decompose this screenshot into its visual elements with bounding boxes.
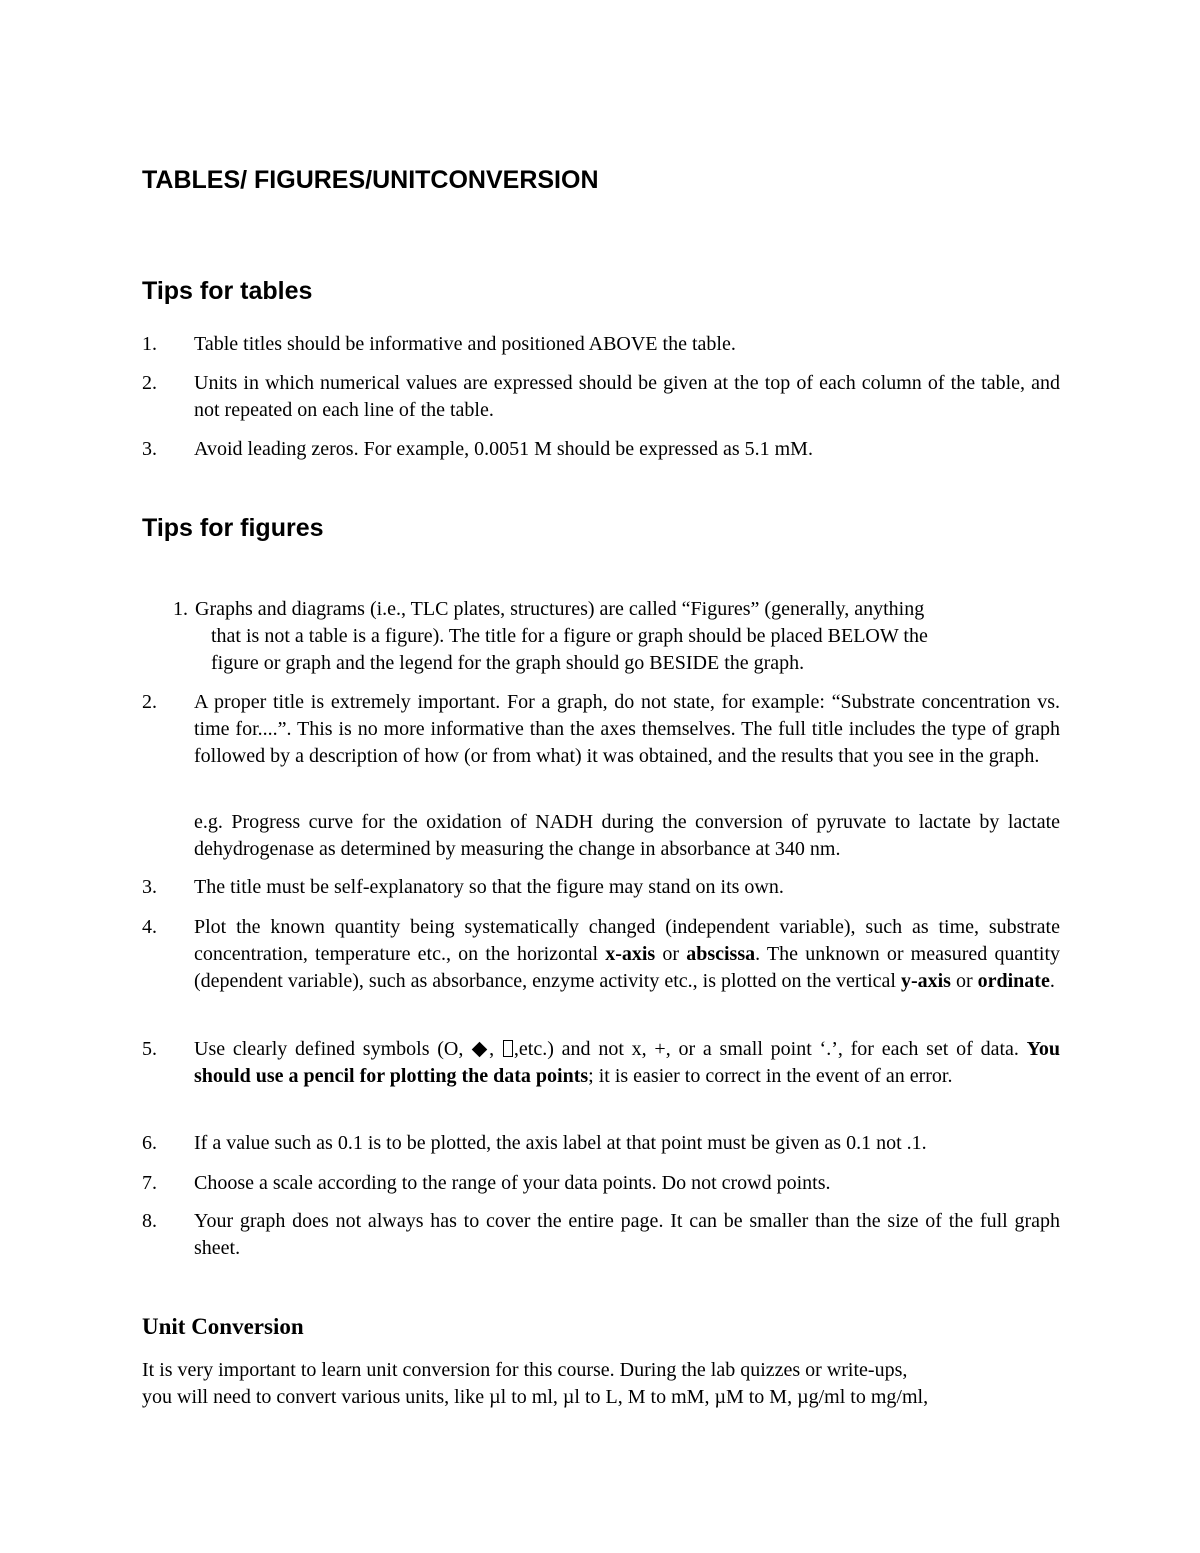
y-axis-term: y-axis [900,970,951,992]
figures-item-7-text: Choose a scale according to the range of your data points. Do not crowd points. [194,1172,831,1194]
unit-conversion-line-2: you will need to convert various units, like µl to ml, µl to L, M to mM, µM to M, µg/ml to mg/ml, [142,1386,929,1408]
tables-heading: Tips for tables [142,277,313,305]
figures-item-4-text [194,914,1060,995]
figures-item-2-example: e.g. Progress curve for the oxidation of NADH during the conversion of pyruvate to lactate by lactate dehydrogenase as determined by measuring the change in absorbance at 340 nm. [194,811,1060,860]
figures-item-2-text: A proper title is extremely important. For a graph, do not state, for example: “Substrate concentration vs. time for....”. This is no more informative than the axes themselves. The full title includes the type of graph followed by a description of how (or from what) it was obtained, and the results that you see in the graph. [194,691,1060,767]
item-4-part-5: . [1049,970,1055,992]
figures-item-1-line-2: that is not a table is a figure). The title for a figure or graph should be placed BELOW the [211,625,928,647]
item-5-part-3: ,etc.) and not x, +, or a small point ‘.’, for each set of data. [513,1038,1027,1060]
pencil-instruction: You should use a pencil for plotting the data points [194,1038,1061,1087]
figures-item-5-number: 5. [142,1038,157,1060]
item-5-part-1: Use clearly defined symbols (O, [194,1038,472,1060]
figures-item-3-text: The title must be self-explanatory so that the figure may stand on its own. [194,876,784,898]
tables-item-3-number: 3. [142,438,157,460]
figures-item-1-line-3: figure or graph and the legend for the graph should go BESIDE the graph. [211,652,805,674]
item-5-part-2: , [489,1038,502,1060]
filled-diamond-icon [472,1042,488,1058]
item-4-part-2: or [655,943,687,965]
figures-item-1-line-1: Graphs and diagrams (i.e., TLC plates, structures) are called “Figures” (generally, anything [195,598,925,620]
item-5-part-4: ; it is easier to correct in the event of an error. [588,1065,953,1087]
tables-item-1-text: Table titles should be informative and positioned ABOVE the table. [194,333,736,355]
abscissa-term: abscissa [686,943,756,965]
unit-conversion-line-1: It is very important to learn unit conversion for this course. During the lab quizzes or write-ups, [142,1359,908,1381]
figures-item-4-number: 4. [142,916,157,938]
unit-conversion-heading: Unit Conversion [142,1314,304,1339]
x-axis-term: x-axis [605,943,656,965]
figures-item-1-number: 1. [173,598,188,620]
figures-heading: Tips for figures [142,514,324,542]
tables-item-2-number: 2. [142,372,157,394]
figures-item-6-number: 6. [142,1132,157,1154]
figures-item-3-number: 3. [142,876,157,898]
hollow-box-icon [503,1040,513,1057]
tables-item-3-text: Avoid leading zeros. For example, 0.0051 M should be expressed as 5.1 mM. [194,438,813,460]
item-4-part-1: Plot the known quantity being systematically changed (independent variable), such as time, substrate concentration, temperature etc., on the horizontal [194,916,1060,965]
figures-item-2-number: 2. [142,691,157,713]
page-title: TABLES/ FIGURES/UNITCONVERSION [142,166,599,194]
ordinate-term: ordinate [977,970,1050,992]
figures-item-6-text: If a value such as 0.1 is to be plotted, the axis label at that point must be given as 0.1 not .1. [194,1132,927,1154]
figures-item-5-text [194,1036,1060,1090]
figures-item-7-number: 7. [142,1172,157,1194]
item-4-part-3: . The unknown or measured quantity (dependent variable), such as absorbance, enzyme activity etc., is plotted on the vertical [194,943,1060,992]
tables-item-2-text: Units in which numerical values are expressed should be given at the top of each column of the table, and not repeated on each line of the table. [194,372,1060,421]
tables-item-1-number: 1. [142,333,157,355]
item-4-part-4: or [950,970,978,992]
figures-item-8-number: 8. [142,1210,157,1232]
figures-item-8-text: Your graph does not always has to cover the entire page. It can be smaller than the size of the full graph sheet. [194,1210,1060,1259]
